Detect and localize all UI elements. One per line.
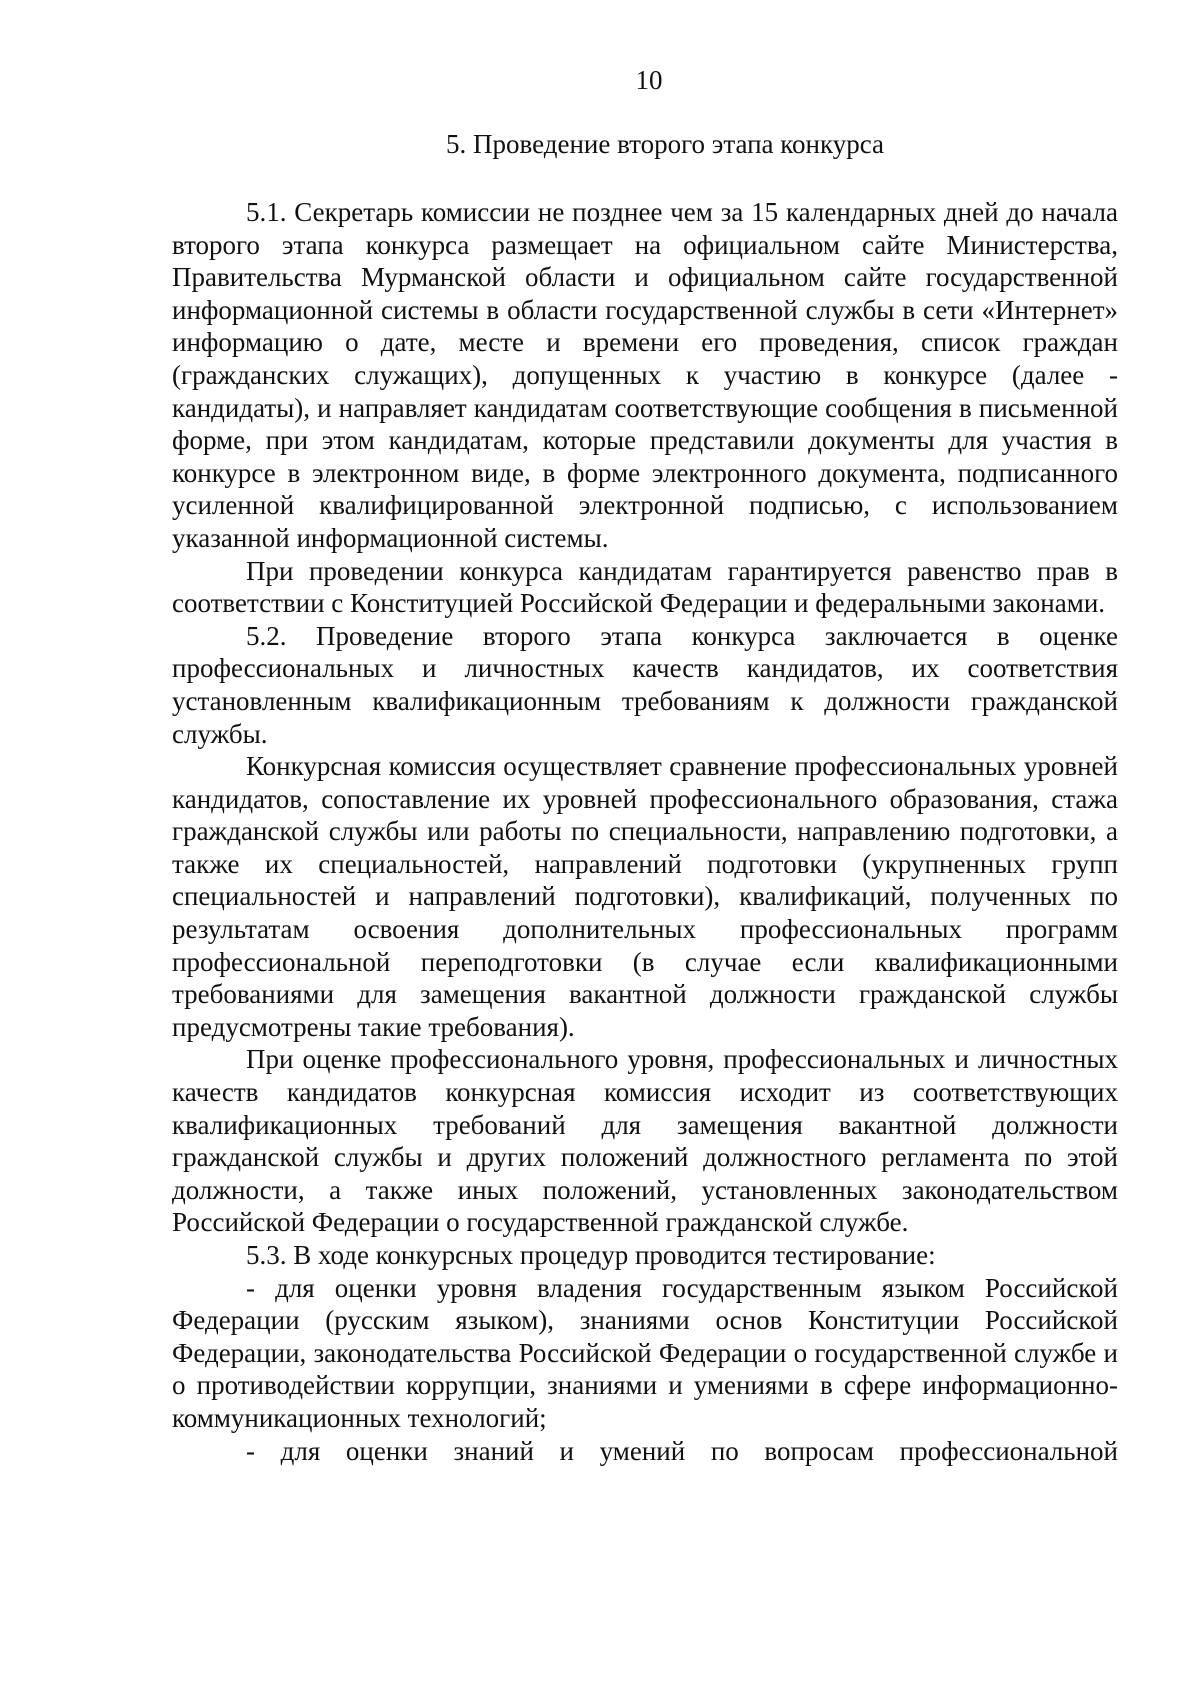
paragraph-assessment-basis: При оценке профессионального уровня, профессиональных и личностных качеств кандидатов конкурсная комиссия исходит из соответствующих квалификационных требований для замещения вакантной должности гражданской службы и других положений должностного регламента по этой должности, а также иных положений, установленных законодательством Российской Федерации о государственной гражданской службе. [172, 1044, 1118, 1238]
list-item-language-test: - для оценки уровня владения государственным языком Российской Федерации (русским языком), знаниями основ Конституции Российской Федерации, законодательства Российской Федерации о государственной службе и о противодействии коррупции, знаниями и умениями в сфере информационно-коммуникационных технологий; [172, 1272, 1118, 1433]
section-heading: 5. Проведение второго этапа конкурса [446, 129, 884, 159]
list-item-professional-test: - для оценки знаний и умений по вопросам профессиональной [246, 1435, 1118, 1466]
page-number: 10 [635, 65, 663, 95]
paragraph-equal-rights: При проведении конкурса кандидатам гарантируется равенство прав в соответствии с Конституцией Российской Федерации и федеральными законами. [172, 555, 1118, 619]
paragraph-5-2: 5.2. Проведение второго этапа конкурса заключается в оценке профессиональных и личностных качеств кандидатов, их соответствия установленным квалификационным требованиям к должности гражданской службы. [172, 620, 1118, 749]
paragraph-5-3: 5.3. В ходе конкурсных процедур проводится тестирование: [246, 1240, 936, 1270]
document-body [172, 196, 1118, 1467]
paragraph-commission-comparison: Конкурсная комиссия осуществляет сравнение профессиональных уровней кандидатов, сопоставление их уровней профессионального образования, стажа гражданской службы или работы по специальности, направлению подготовки, а также их специальностей, направлений подготовки (укрупненных групп специальностей и направлений подготовки), квалификаций, полученных по результатам освоения дополнительных профессиональных программ профессиональной переподготовки (в случае если квалификационными требованиями для замещения вакантной должности гражданской службы предусмотрены такие требования). [172, 751, 1118, 1042]
paragraph-5-1: 5.1. Секретарь комиссии не позднее чем за 15 календарных дней до начала второго этапа конкурса размещает на официальном сайте Министерства, Правительства Мурманской области и официальном сайте государственной информационной системы в области государственной службы в сети «Интернет» информацию о дате, месте и времени его проведения, список граждан (гражданских служащих), допущенных к участию в конкурсе (далее - кандидаты), и направляет кандидатам соответствующие сообщения в письменной форме, при этом кандидатам, которые представили документы для участия в конкурсе в электронном виде, в форме электронного документа, подписанного усиленной квалифицированной электронной подписью, с использованием указанной информационной системы. [172, 197, 1118, 553]
